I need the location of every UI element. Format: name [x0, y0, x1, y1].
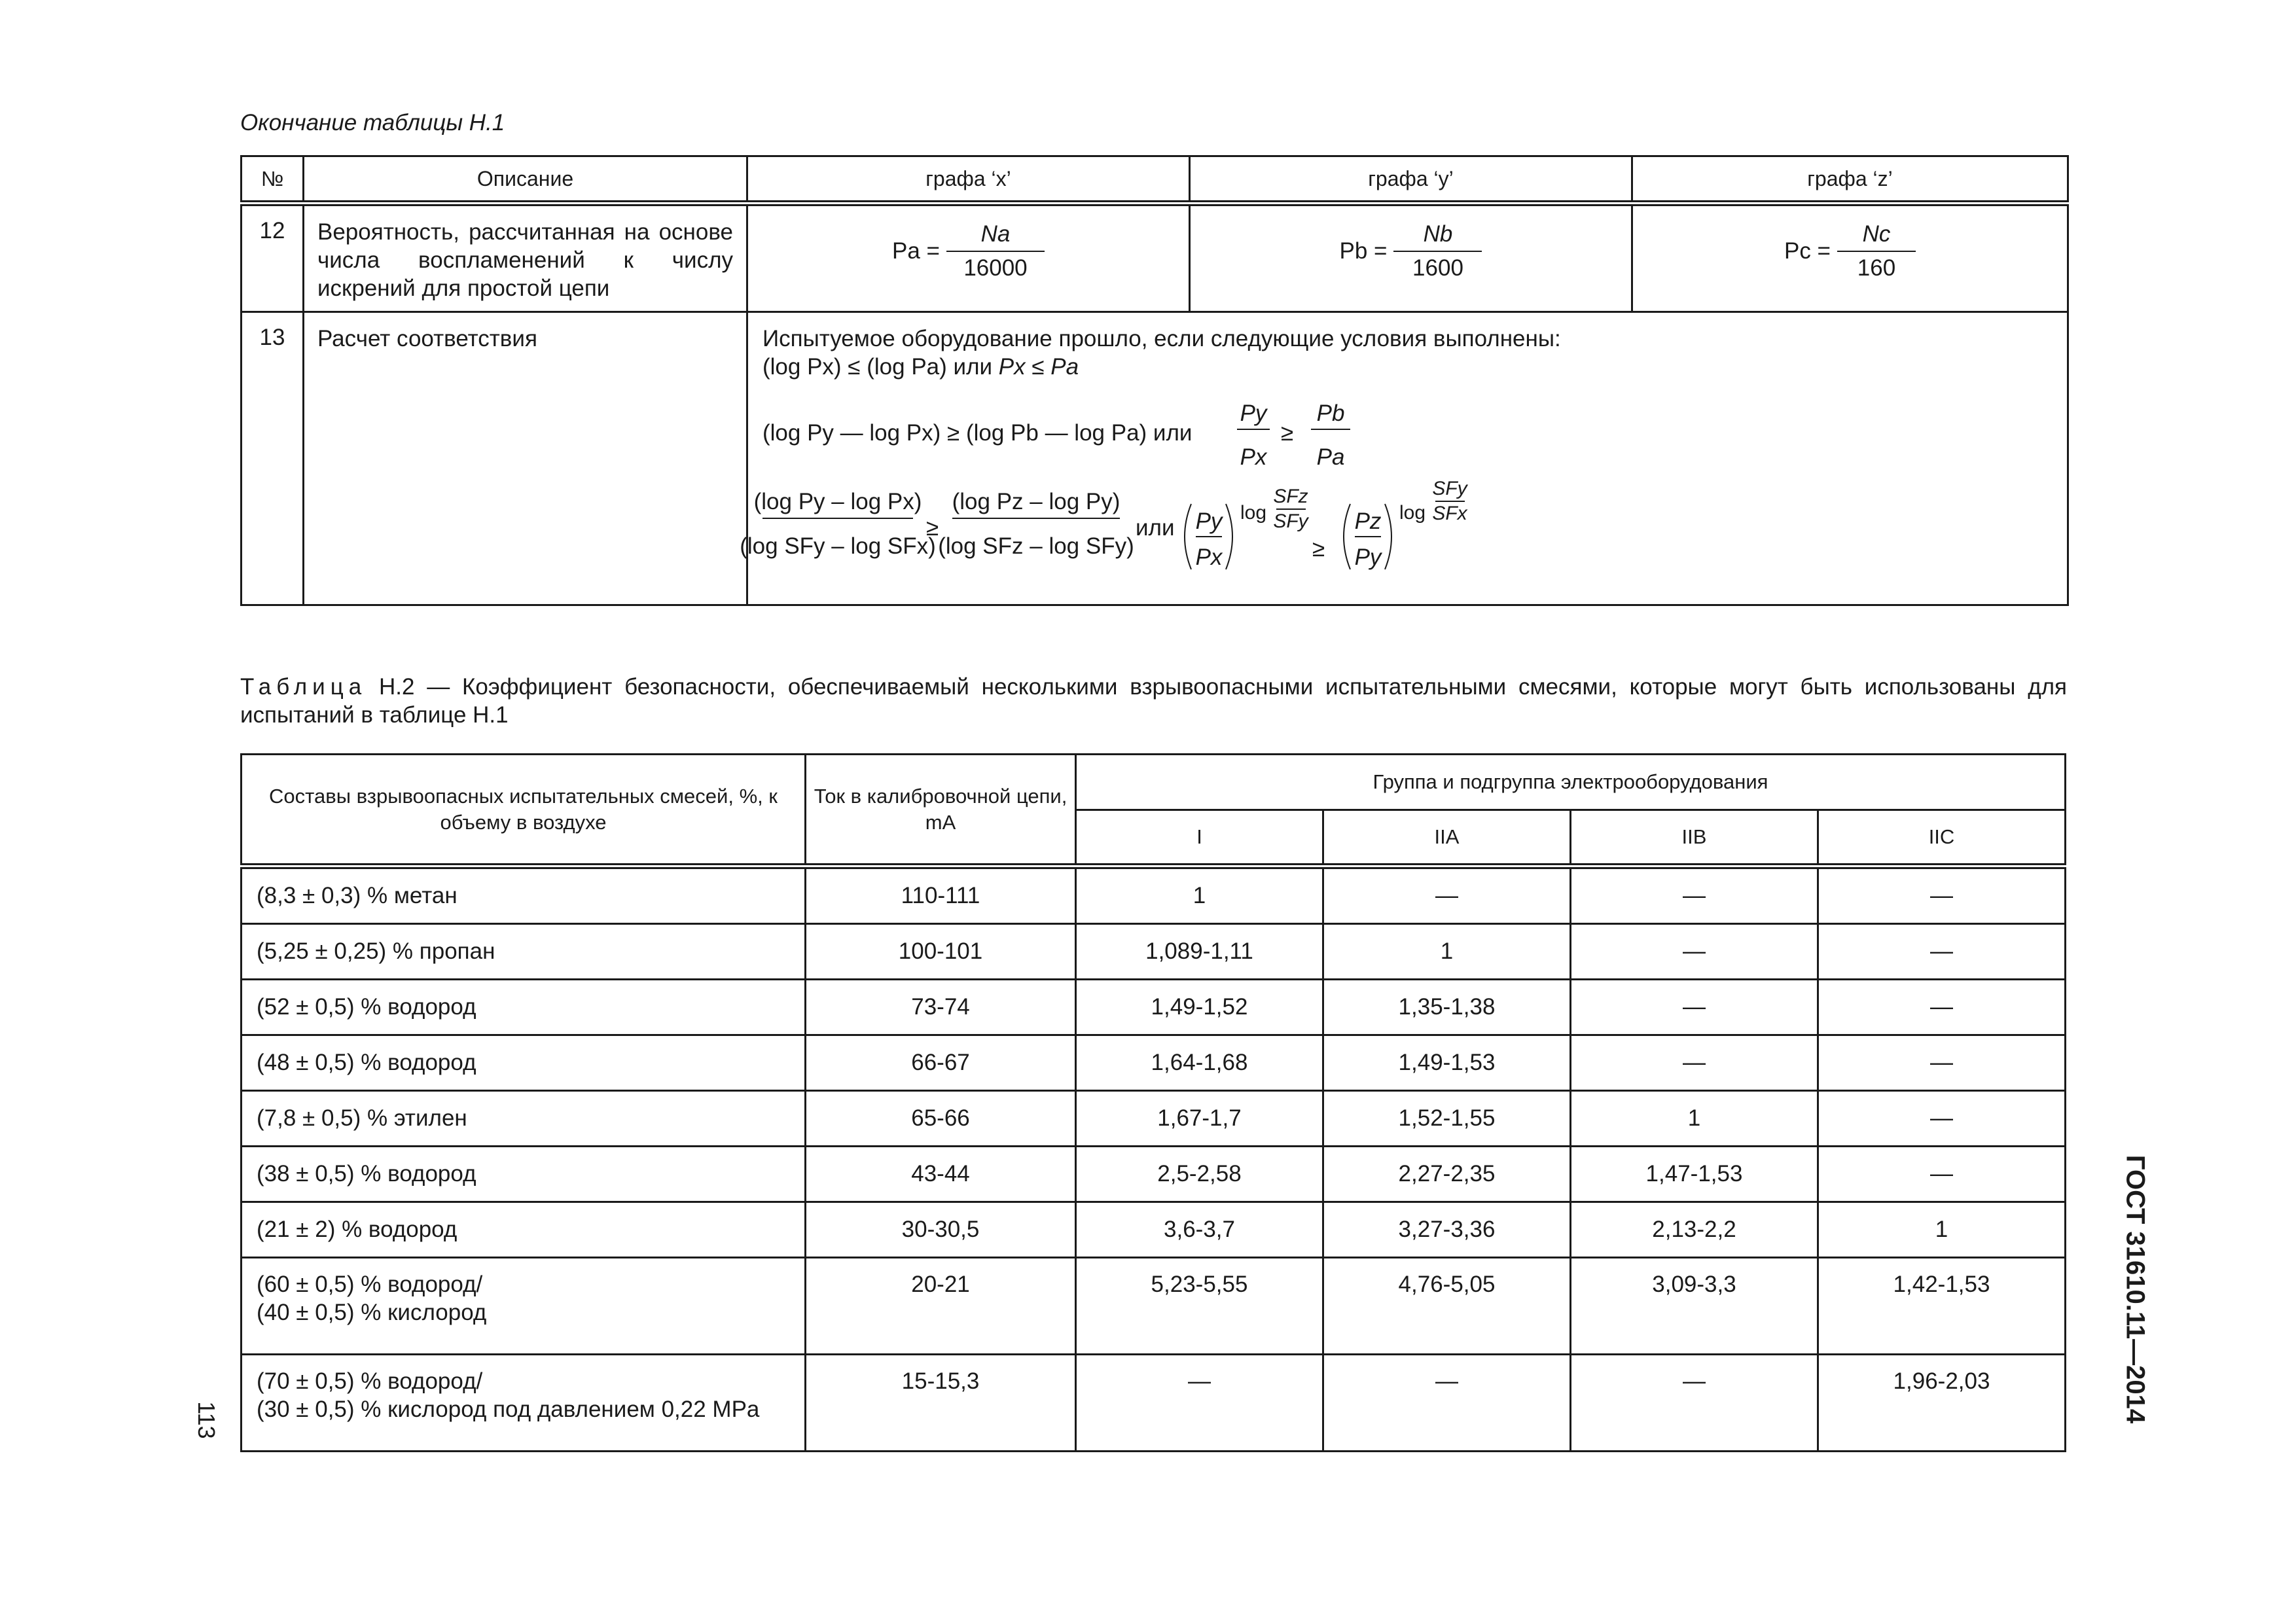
cell-group-iib: 3,09-3,3	[1571, 1258, 1818, 1355]
cell-current: 30-30,5	[806, 1202, 1076, 1258]
table-row	[242, 1035, 2066, 1091]
header-x: графа ‘x’	[747, 156, 1190, 204]
formula-lhs: Pb =	[1339, 238, 1388, 264]
svg-text:(log SFy – log SFx): (log SFy – log SFx)	[740, 533, 936, 559]
cell-mixture: (60 ± 0,5) % водород/ (40 ± 0,5) % кислород	[242, 1258, 806, 1355]
conditions-intro: Испытуемое оборудование прошло, если следующие условия выполнены:	[762, 326, 1561, 351]
formula-pb	[1190, 204, 1632, 312]
numerator: Nb	[1423, 221, 1453, 247]
numerator: Na	[980, 221, 1011, 247]
table1-header-row	[242, 156, 2068, 204]
formula-lhs: Pc =	[1784, 238, 1831, 264]
denominator: 1600	[1412, 255, 1463, 281]
cell-group-iia: —	[1323, 1355, 1571, 1452]
cell-group-iic: —	[1818, 1147, 2066, 1202]
formula-pa	[747, 204, 1190, 312]
cell-group-iib: —	[1571, 866, 1818, 924]
numerator: Nc	[1862, 221, 1891, 247]
cell-group-iib: —	[1571, 980, 1818, 1035]
cell-mixture: (70 ± 0,5) % водород/ (30 ± 0,5) % кислород под давлением 0,22 MPa	[242, 1355, 806, 1452]
cell-group-iia: 4,76-5,05	[1323, 1258, 1571, 1355]
table2-caption: Таблица Н.2 — Коэффициент безопасности, обеспечиваемый несколькими взрывоопасными испытательными смесями, которые могут быть использованы для испытаний в таблице Н.1	[240, 674, 2067, 728]
cell-group-iib: —	[1571, 924, 1818, 980]
denominator: 160	[1857, 255, 1896, 281]
header-group-iia: IIA	[1323, 810, 1571, 866]
header-current: Ток в калибровочной цепи, mA	[806, 755, 1076, 866]
svg-text:Px: Px	[1195, 544, 1223, 570]
cell-current: 110-111	[806, 866, 1076, 924]
svg-text:SFy: SFy	[1273, 510, 1308, 532]
header-group-iib: IIB	[1571, 810, 1818, 866]
table-row	[242, 1147, 2066, 1202]
svg-text:SFz: SFz	[1273, 486, 1308, 507]
cell-group-i: 3,6-3,7	[1076, 1202, 1323, 1258]
header-group-i: I	[1076, 810, 1323, 866]
cell-group-i: 1	[1076, 866, 1323, 924]
header-z: графа ‘z’	[1632, 156, 2068, 204]
cell-group-iia: 1,52-1,55	[1323, 1091, 1571, 1147]
conditions-formulas	[740, 385, 1679, 581]
header-group: Группа и подгруппа электрооборудования	[1076, 755, 2066, 810]
cell-group-iic: —	[1818, 1035, 2066, 1091]
fraction	[946, 218, 1045, 285]
cell-current: 43-44	[806, 1147, 1076, 1202]
cell-group-iic: —	[1818, 924, 2066, 980]
cell-current: 15-15,3	[806, 1355, 1076, 1452]
svg-text:Py: Py	[1240, 401, 1267, 426]
svg-text:SFy: SFy	[1432, 478, 1467, 499]
cell-group-iic: —	[1818, 866, 2066, 924]
row-description: Расчет соответствия	[304, 312, 747, 605]
header-num: №	[242, 156, 304, 204]
cell-mixture: (38 ± 0,5) % водород	[242, 1147, 806, 1202]
condition-2	[762, 401, 1350, 470]
table1-row-12	[242, 204, 2068, 312]
table1-row-13	[242, 312, 2068, 605]
cell-group-iib: —	[1571, 1035, 1818, 1091]
cell-group-iic: —	[1818, 980, 2066, 1035]
row-number: 13	[242, 312, 304, 605]
header-desc: Описание	[304, 156, 747, 204]
svg-text:(log Pz – log Py): (log Pz – log Py)	[952, 489, 1121, 514]
cell-current: 65-66	[806, 1091, 1076, 1147]
standard-designation: ГОСТ 31610.11—2014	[2121, 1154, 2150, 1424]
row-number: 12	[242, 204, 304, 312]
svg-text:Pz: Pz	[1354, 508, 1382, 534]
cell-group-iia: —	[1323, 866, 1571, 924]
cell-group-iic: —	[1818, 1091, 2066, 1147]
denominator: 16000	[963, 255, 1028, 281]
cell-current: 20-21	[806, 1258, 1076, 1355]
table-h2	[240, 753, 2066, 1452]
formula-pc	[1632, 204, 2068, 312]
svg-text:Pb: Pb	[1316, 401, 1345, 426]
cell-mixture: (5,25 ± 0,25) % пропан	[242, 924, 806, 980]
cell-group-i: —	[1076, 1355, 1323, 1452]
svg-text:(log Py — log Px) ≥ (log Pb —: (log Py — log Px) ≥ (log Pb — log Pa) или	[762, 420, 1193, 446]
cell-group-iia: 3,27-3,36	[1323, 1202, 1571, 1258]
svg-text:или: или	[1136, 515, 1175, 541]
cell-current: 73-74	[806, 980, 1076, 1035]
cell-group-iib: 1,47-1,53	[1571, 1147, 1818, 1202]
svg-text:(log Py – log Px): (log Py – log Px)	[753, 489, 922, 514]
page-number: 113	[193, 1401, 220, 1439]
svg-text:SFx: SFx	[1432, 503, 1467, 524]
svg-text:Py: Py	[1354, 544, 1382, 570]
cell-group-iic: 1,96-2,03	[1818, 1355, 2066, 1452]
table-h1-end	[240, 155, 2069, 606]
table2-header-row	[242, 755, 2066, 810]
cell-group-iia: 1	[1323, 924, 1571, 980]
cell-group-iia: 1,49-1,53	[1323, 1035, 1571, 1091]
svg-text:≥: ≥	[926, 515, 939, 541]
cell-mixture: (52 ± 0,5) % водород	[242, 980, 806, 1035]
cell-current: 100-101	[806, 924, 1076, 980]
svg-text:≥: ≥	[1281, 420, 1294, 446]
condition-3	[740, 478, 1468, 570]
table-row	[242, 1202, 2066, 1258]
cell-group-iib: —	[1571, 1355, 1818, 1452]
table-row	[242, 980, 2066, 1035]
header-mixtures: Составы взрывоопасных испытательных смесей, %, к объему в воздухе	[242, 755, 806, 866]
condition-1: (log Px) ≤ (log Pa) или Px ≤ Pa	[762, 354, 1079, 380]
table-row	[242, 1091, 2066, 1147]
svg-text:≥: ≥	[1312, 536, 1325, 562]
cell-group-i: 5,23-5,55	[1076, 1258, 1323, 1355]
cell-group-i: 1,089-1,11	[1076, 924, 1323, 980]
cell-mixture: (7,8 ± 0,5) % этилен	[242, 1091, 806, 1147]
table-row	[242, 924, 2066, 980]
cell-group-iia: 2,27-2,35	[1323, 1147, 1571, 1202]
cell-group-i: 1,49-1,52	[1076, 980, 1323, 1035]
row-description: Вероятность, рассчитанная на основе числа воспламенений к числу искрений для простой цепи	[304, 204, 747, 312]
table1-caption: Окончание таблицы Н.1	[240, 110, 505, 135]
cell-current: 66-67	[806, 1035, 1076, 1091]
cell-group-iic: 1,42-1,53	[1818, 1258, 2066, 1355]
table-row	[242, 1355, 2066, 1452]
cell-group-i: 1,64-1,68	[1076, 1035, 1323, 1091]
svg-text:Py: Py	[1195, 508, 1223, 534]
cell-mixture: (48 ± 0,5) % водород	[242, 1035, 806, 1091]
svg-text:(log SFz – log SFy): (log SFz – log SFy)	[938, 533, 1134, 559]
table-row	[242, 1258, 2066, 1355]
cell-group-iia: 1,35-1,38	[1323, 980, 1571, 1035]
header-group-iic: IIC	[1818, 810, 2066, 866]
svg-text:log: log	[1399, 502, 1426, 524]
cell-mixture: (8,3 ± 0,3) % метан	[242, 866, 806, 924]
formula-lhs: Pa =	[892, 238, 940, 264]
fraction	[1837, 218, 1916, 285]
svg-text:Pa: Pa	[1316, 444, 1345, 470]
svg-text:log: log	[1240, 502, 1267, 524]
conformity-conditions	[740, 312, 2068, 605]
svg-text:Px: Px	[1240, 444, 1267, 470]
table-row	[242, 866, 2066, 924]
cell-mixture: (21 ± 2) % водород	[242, 1202, 806, 1258]
cell-group-i: 1,67-1,7	[1076, 1091, 1323, 1147]
cell-group-iic: 1	[1818, 1202, 2066, 1258]
cell-group-iib: 2,13-2,2	[1571, 1202, 1818, 1258]
fraction	[1393, 218, 1482, 285]
header-y: графа ‘y’	[1190, 156, 1632, 204]
cell-group-iib: 1	[1571, 1091, 1818, 1147]
cell-group-i: 2,5-2,58	[1076, 1147, 1323, 1202]
